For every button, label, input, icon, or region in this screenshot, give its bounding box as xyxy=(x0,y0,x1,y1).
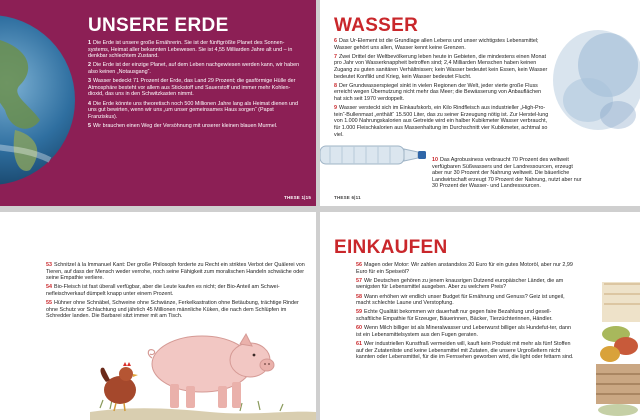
thesis-list xyxy=(88,40,303,132)
earth-globe-illustration xyxy=(0,10,80,190)
page-unsere-erde xyxy=(0,0,316,206)
page-tiere xyxy=(0,212,316,420)
thesis-list xyxy=(356,262,574,363)
thesis-item: 54 Bio-Fleisch ist fast überall verfügbar, aber die Leute kaufen es nicht; der Bio-Anteil am Schwei-nefleischverkauf dümpelt knapp unter einem Prozent. xyxy=(46,284,280,297)
thesis-item: 2 Die Erde ist der einzige Planet, auf dem Leben nachgewiesen werden kann, wir haben also keinen „Notausgang“. xyxy=(88,62,300,75)
thesis-item: 8 Der Grundwasserspiegel sinkt in vielen Regionen der Welt, jeder vierte große Fluss erreicht wegen Übernutzung nicht mehr das Meer; die Bewässerung von Anbauflächen hat sich seit 1970 verdoppelt. xyxy=(334,82,542,102)
thesis-list xyxy=(334,38,549,141)
thesis-item: 55 Hühner ohne Schnäbel, Schweine ohne Schwänze, Ferkelkastration ohne Betäubung, trächtige Rinder ohne Schutz vor Schlachtung und jährlich 45 Millionen männliche Küken, die nach dem Schlüpfen im Schredder landen. Die Barbarei sitzt immer mit am Tisch. xyxy=(46,300,299,320)
market-vegetables-illustration xyxy=(582,272,640,420)
thesis-item: 57 Wir Deutschen gehören zu jenem knausrigen Dutzend europäischer Länder, die am wenigsten für Lebensmittel ausgeben. Aber zu welchem Preis? xyxy=(356,277,564,291)
thesis-item: 9 Wasser versteckt sich im Einkaufskorb, ein Kilo Rindfleisch aus industrieller „High-Pro-tein“-Bullenmast „enthält“ 15.500 Liter, das zu seiner Erzeugung nötig ist. Zur Herstel-lung von 1.000 Nahrungskalorien aus Getreide wird ein halber Kubikmeter Wasser verbraucht, für 1.000 Fleischkalorien aus Massenhaltung im Durchschnitt vier Kubikmeter, achtmal so viel. xyxy=(334,105,549,138)
thesis-item: 61 Wer industriellen Kunstfraß vermeiden will, kauft kein Produkt mit mehr als fünf Stoffen auf der Zutatenliste und keine Lebensmittel mit Zutaten, die unsere Urgroßeltern nicht kannten oder Lebensmittel, für die im Fernsehen geworben wird, die light oder fettarm sind. xyxy=(356,340,574,361)
page-label: THESE 6|11 xyxy=(334,195,361,200)
thesis-list-right xyxy=(432,157,582,193)
thesis-item: 1 Die Erde ist unsere große Ernährerin. Sie ist der fünftgrößte Planet des Sonnen-systems, Heimat aller bekannten Lebewesen. Sie ist 4,55 Milliarden Jahre alt und – in denkbar schlechtem Zustand. xyxy=(88,40,293,60)
page-title: UNSERE ERDE xyxy=(88,15,229,36)
thesis-item: 4 Die Erde könnte uns theoretisch noch 500 Millionen Jahre lang als Heimat dienen und uns gut bewirten, wenn wir uns „um unser gemeinsames Haus sorgen“ (Papst Franziskus). xyxy=(88,100,298,120)
thesis-item: 3 Wasser bedeckt 71 Prozent der Erde, das Land 29 Prozent; die gasförmige Hülle der Atmosphäre besteht vor allem aus Stickstoff und Sauerstoff und immer mehr Kohlen-dioxid, das uns in den Schwitzkasten nimmt. xyxy=(88,78,296,98)
pig-and-chicken-illustration xyxy=(90,308,316,420)
plastic-bottle-illustration xyxy=(320,140,430,170)
thesis-item: 10 Das Agrobusiness verbraucht 70 Prozent des weltweit verfügbaren Süßwassers und der Landressourcen, erzeugt aber nur 30 Prozent der Nahrung weltweit. Die bäuerliche Landwirtschaft erzeugt 70 Prozent der Nahrung, nutzt aber nur 30 Prozent der Wasser- und Landressourcen. xyxy=(432,157,582,190)
thesis-item: 56 Magen oder Motor: Wir zahlen anstandslos 20 Euro für ein gutes Motoröl, aber nur 2,99 Euro für ein Speiseöl? xyxy=(356,262,573,275)
page-title: EINKAUFEN xyxy=(334,237,448,258)
page-einkaufen xyxy=(320,212,640,420)
thesis-item: 53 Schnitzel à la Immanuel Kant: Der große Philosoph forderte zu Recht ein striktes Verbot der Quälerei von Tieren, auf dass der Mensch weder verrohe, noch seine Fähigkeit zum moralischen Handeln schwäche oder seine Empathie verliere. xyxy=(46,262,305,282)
page-title: WASSER xyxy=(334,15,419,36)
thesis-item: 5 Wir brauchen einen Weg der Versöhnung mit unserer kleinen blauen Murmel. xyxy=(88,122,278,129)
page-wasser xyxy=(320,0,640,206)
thesis-item: 60 Wenn Milch billiger ist als Mineralwasser und Leberwurst billiger als Hundefut-ter, dann ist ein Lebensmittelsystem aus den Fugen geraten. xyxy=(356,325,571,338)
thesis-item: 6 Das Ur-Element ist die Grundlage allen Lebens und unser wichtigstes Lebensmittel; Wasser gehört uns allen, Wasser kennt keine Grenzen. xyxy=(334,38,539,51)
thesis-item: 59 Echte Qualität bekommen wir dauerhaft nur gegen faire Bezahlung und gesell-schaftliche Empathie für Erzeuger, Bäuerinnen, Bäcker, Tierzüchterinnen, Händler. xyxy=(356,309,553,322)
thesis-item: 7 Zwei Drittel der Weltbevölkerung leben heute in Gebieten, die mindestens einen Monat pro Jahr von Wasserknappheit betroffen sind; 2,4 Milliarden Menschen haben keinen Zugang zu guten sanitären Verhältnissen; kein Wasser bedeutet kein Essen, kein Wasser bedeutet Konflikt und Krieg, kein Wasser bedeutet Flucht. xyxy=(334,53,548,80)
watercolor-splash-illustration xyxy=(548,20,640,150)
thesis-item: 58 Wann erhöhen wir endlich unser Budget für Ernährung und Genuss? Geiz ist ungeil, macht schlechte Laune und Verstopfung. xyxy=(356,293,565,307)
page-label: THESE 1|15 xyxy=(284,195,312,200)
